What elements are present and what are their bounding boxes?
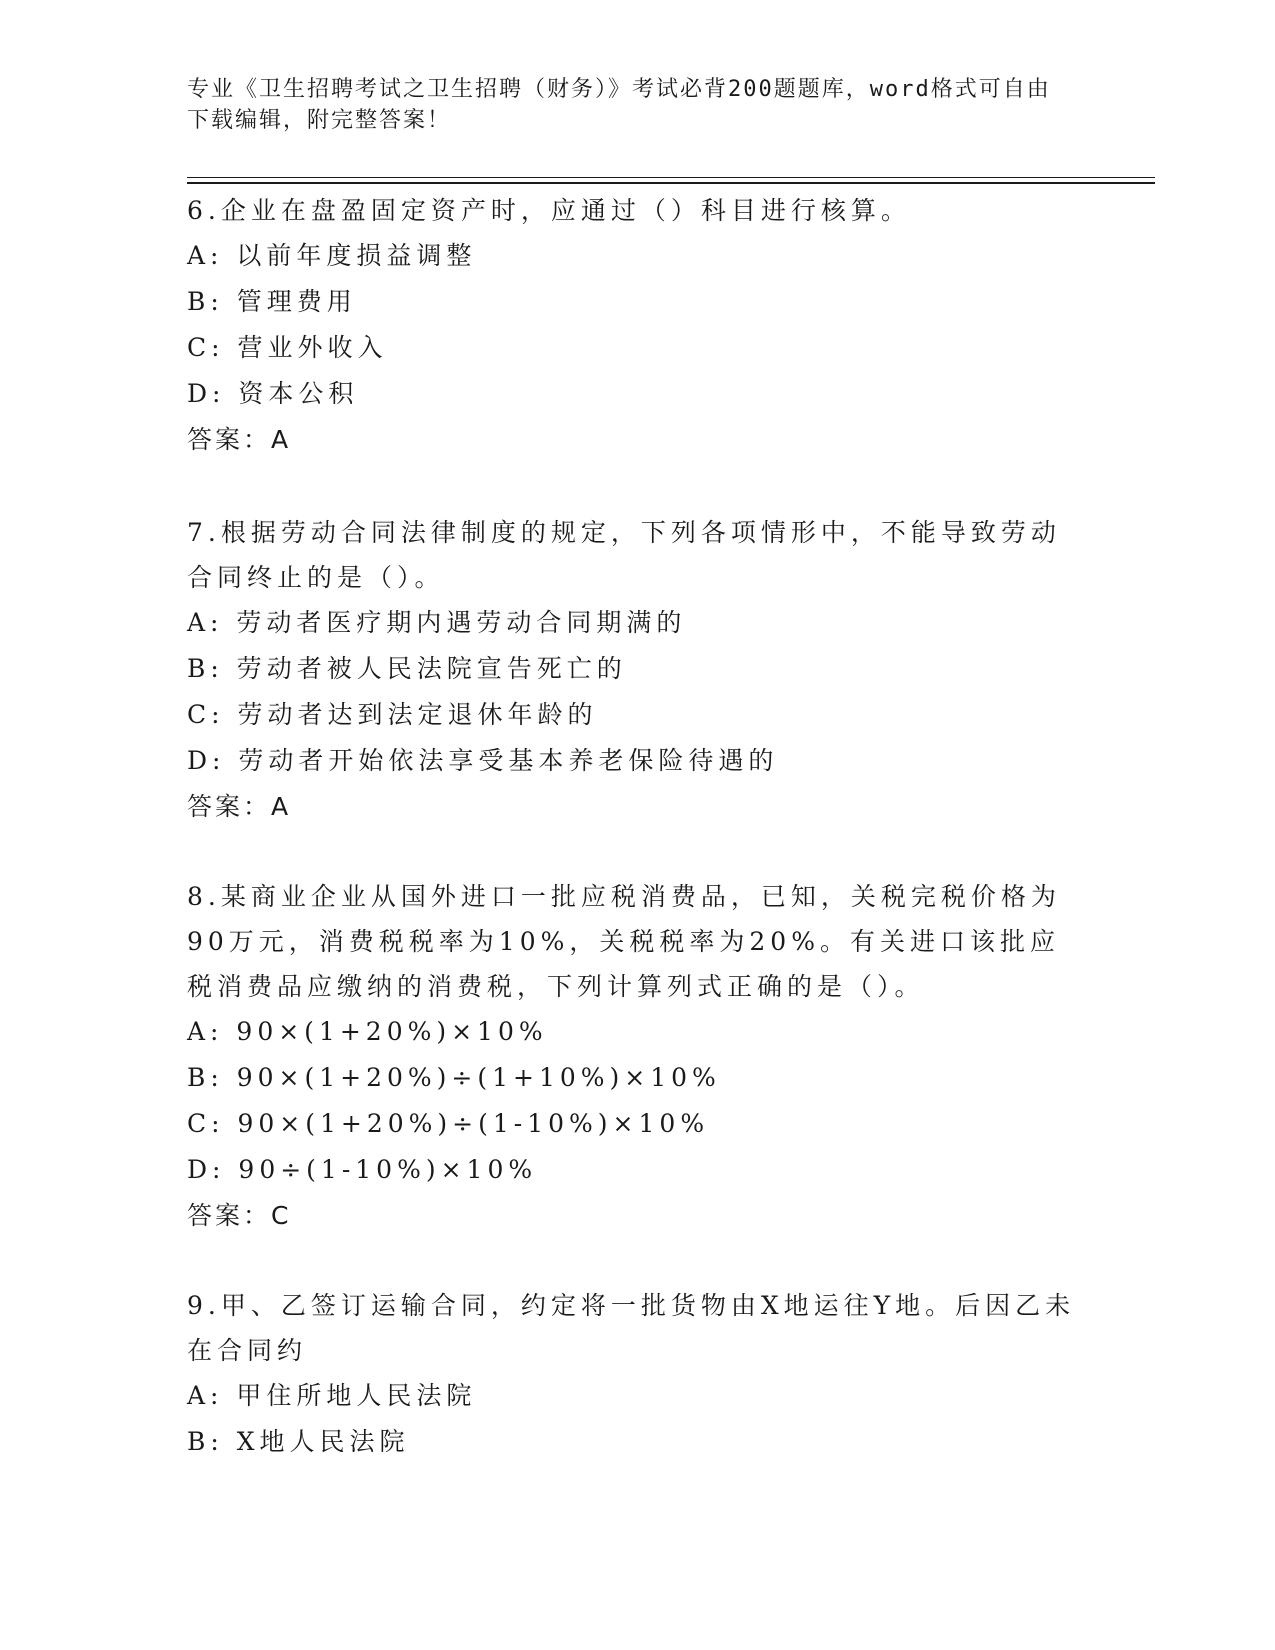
answer: 答案：A [187,792,292,821]
option-d: D: 90÷(1-10%)×10% [187,1155,538,1184]
option-a: A: 甲住所地人民法院 [187,1381,477,1410]
option-b: B: 劳动者被人民法院宣告死亡的 [187,654,627,683]
option-a: A: 90×(1+20%)×10% [187,1017,548,1046]
question-6 [187,188,1087,462]
document-header: 专业《卫生招聘考试之卫生招聘（财务）》考试必背200题题库，word格式可自由下载编辑，附完整答案！ [187,77,1051,133]
option-b: B: X地人民法院 [187,1427,410,1456]
question-8 [187,874,1087,1238]
question-9 [187,1283,1087,1465]
question-stem: 7.根据劳动合同法律制度的规定，下列各项情形中，不能导致劳动合同终止的是（）。 [187,518,1061,592]
option-a: A: 劳动者医疗期内遇劳动合同期满的 [187,608,687,637]
option-c: C: 90×(1+20%)÷(1-10%)×10% [187,1109,710,1138]
option-b: B: 管理费用 [187,287,357,316]
option-b: B: 90×(1+20%)÷(1+10%)×10% [187,1063,721,1092]
answer: 答案：C [187,1201,292,1230]
question-stem: 6.企业在盘盈固定资产时，应通过（）科目进行核算。 [187,196,911,225]
option-a: A: 以前年度损益调整 [187,241,477,270]
option-d: D: 资本公积 [187,379,359,408]
question-stem: 9.甲、乙签订运输合同，约定将一批货物由X地运往Y地。后因乙未在合同约 [187,1291,1076,1365]
option-c: C: 劳动者达到法定退休年龄的 [187,700,598,729]
answer: 答案：A [187,425,292,454]
option-c: C: 营业外收入 [187,333,388,362]
option-d: D: 劳动者开始依法享受基本养老保险待遇的 [187,746,779,775]
header-divider-thin [187,177,1155,178]
question-stem: 8.某商业企业从国外进口一批应税消费品，已知，关税完税价格为90万元，消费税税率为10%，关税税率为20%。有关进口该批应税消费品应缴纳的消费税，下列计算列式正确的是（）。 [187,882,1061,1001]
header-divider-thick [187,182,1155,184]
question-7 [187,510,1087,829]
